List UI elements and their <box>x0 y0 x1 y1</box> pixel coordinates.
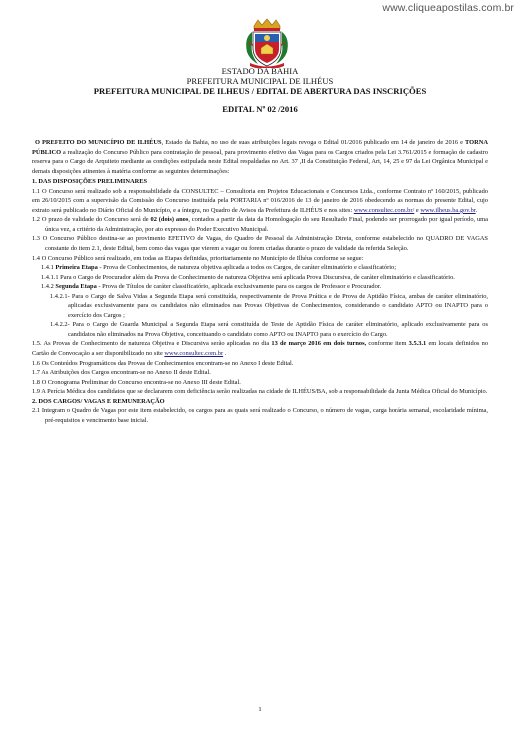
document-header <box>0 66 520 114</box>
paragraph-1-5: 1.5. As Provas de Conhecimento de natureza Objetiva e Discursiva serão aplicadas no dia 13 de março 2016 em dois turnos, conforme item 3.5.3.1 em locais definidos no Cartão de Convocação a ser disponibilizado no site www.consultec.com.br . <box>32 340 489 358</box>
edital-number: EDITAL Nº 02 /2016 <box>222 104 298 114</box>
section-heading-1: 1. DAS DISPOSIÇÕES PRELIMINARES <box>32 178 148 186</box>
municipality-name: PREFEITURA MUNICIPAL DE ILHÉUS <box>186 76 334 86</box>
coat-of-arms-icon <box>244 18 290 68</box>
paragraph-1-4-2-2: 1.4.2.2- Para o Cargo de Guarda Municipal a Segunda Etapa será constituída de Teste de Aptidão Física de caráter eliminatório, aplicado exclusivamente para os candidatos não eliminados na Prova Objetiva, conceituando o candidato como APTO ou INAPTO para o exercício do Cargo. <box>50 321 488 338</box>
paragraph-1-4-1: 1.4.1 Primeira Etapa - Prova de Conhecimentos, de natureza objetiva aplicada a todos os Cargos, de caráter eliminatório e classificatório; <box>41 264 396 272</box>
state-name: ESTADO DA BAHIA <box>221 66 299 76</box>
paragraph-1-4-2: 1.4.2 Segunda Etapa - Prova de Títulos de caráter classificatório, aplicada exclusivamente para os cargos de Professor e Procurador. <box>41 283 382 291</box>
document-body <box>32 138 488 425</box>
paragraph-1-4: 1.4 O Concurso Público será realizado, em todas as Etapas definidas, prioritariamente no Município de Ilhéus conforme se segue: <box>32 254 364 262</box>
paragraph-2-1: 2.1 Integram o Quadro de Vagas por este item estabelecido, os cargos para as quais será realizado o Concurso, o número de vagas, carga horária semanal, escolaridade mínima, pré-requisitos e vencimento base inicial. <box>32 407 488 424</box>
paragraph-1-7: 1.7 As Atribuições dos Cargos encontram-se no Anexo II deste Edital. <box>32 369 211 377</box>
paragraph-1-4-1-1: 1.4.1.1 Para o Cargo de Procurador além da Prova de Conhecimento de natureza Objetiva será aplicada Prova Discursiva, de caráter eliminatório e classificatório. <box>41 273 455 281</box>
consultec-link[interactable]: www.consultec.com.br <box>164 350 224 358</box>
section-heading-2: 2. DOS CARGOS/ VAGAS E REMUNERAÇÃO <box>32 397 165 405</box>
paragraph-1-9: 1.9 A Perícia Médica dos candidatos que se declararem com deficiência serão realizadas na cidade de ILHÉUS/BA, sob a responsabilidade da Junta Médica Oficial do Município. <box>32 388 488 396</box>
paragraph-1-4-2-1: 1.4.2.1- Para o Cargo de Salva Vidas a Segunda Etapa será constituída, respectivamente de Prova Prática e de Prova de Aptidão Física, ambas de caráter eliminatório, aplicadas exclusivamente para os candidatos não eliminados nas Provas Objetivas de Conhecimentos, considerando o candidato APTO ou INAPTO para o exercício dos Cargos ; <box>50 292 488 319</box>
page-number: 1 <box>258 706 262 713</box>
ilheus-link[interactable]: www.ilheus.ba.gov.br <box>420 206 476 214</box>
edital-title: PREFEITURA MUNICIPAL DE ILHEUS / EDITAL DE ABERTURA DAS INSCRIÇÕES <box>93 86 427 96</box>
consultec-link[interactable]: www.consultec.com.br/ <box>353 206 415 214</box>
watermark: www.cliqueapostilas.com.br <box>382 2 514 14</box>
paragraph-1-1: 1.1 O Concurso será realizado sob a responsabilidade da CONSULTEC – Consultoria em Projetos Educacionais e Concursos Ltda., conforme Contrato nº 160/2015, publicado em 26/10/2015 com a supervisão da Comissão do Concurso instituída pela PORTARIA nº 016/2016 de 13 de janeiro de 2016 obedecendo as normas do presente Edital, cujo extrato será publicado no Diário Oficial do Município, e a íntegra, no Quadro de Avisos da Prefeitura de ILHÉUS e nos sites: www.consultec.com.br/ e www.ilheus.ba.gov.br. <box>32 187 488 214</box>
paragraph-1-8: 1.8 O Cronograma Preliminar do Concurso encontra-se no Anexo III deste Edital. <box>32 378 241 386</box>
paragraph-1-6: 1.6 Os Conteúdos Programáticos das Provas de Conhecimentos encontram-se no Anexo I deste Edital. <box>32 359 294 367</box>
intro-paragraph: O PREFEITO DO MUNICÍPIO DE ILHÉUS, Estado da Bahia, no uso de suas atribuições legais revoga o Edital 01/2016 publicado em 14 de janeiro de 2016 e TORNA PÚBLICO a realização do Concurso Público para contratação de pessoal, para provimento efetivo das Vagas para os Cargos criados pela Lei 3.761/2015 e formação de cadastro reserva para o Cargo de Arquiteto mediante as condições estipulada neste Edital respaldadas no Art. 37 ,II da Constituição Federal, Art, 14, 25 e 97 da Lei Orgânica Municipal e demais disposições atinentes à matéria conforme as seguintes determinações: <box>32 139 488 175</box>
paragraph-1-2: 1.2 O prazo de validade do Concurso será de 02 (dois) anos, contados a partir da data da Homologação do seu Resultado Final, podendo ser prorrogado por igual período, uma única vez, a critério da Administração, por ato expresso do Poder Executivo Municipal. <box>32 216 488 233</box>
paragraph-1-3: 1.3 O Concurso Público destina-se ao provimento EFETIVO de Vagas, do Quadro de Pessoal da Administração Direta, conforme estabelecido no QUADRO DE VAGAS constante do item 2.1, deste Edital, bem como das vagas que vierem a vagar ou forem criadas durante o prazo de validade da referida Seleção. <box>32 235 488 253</box>
